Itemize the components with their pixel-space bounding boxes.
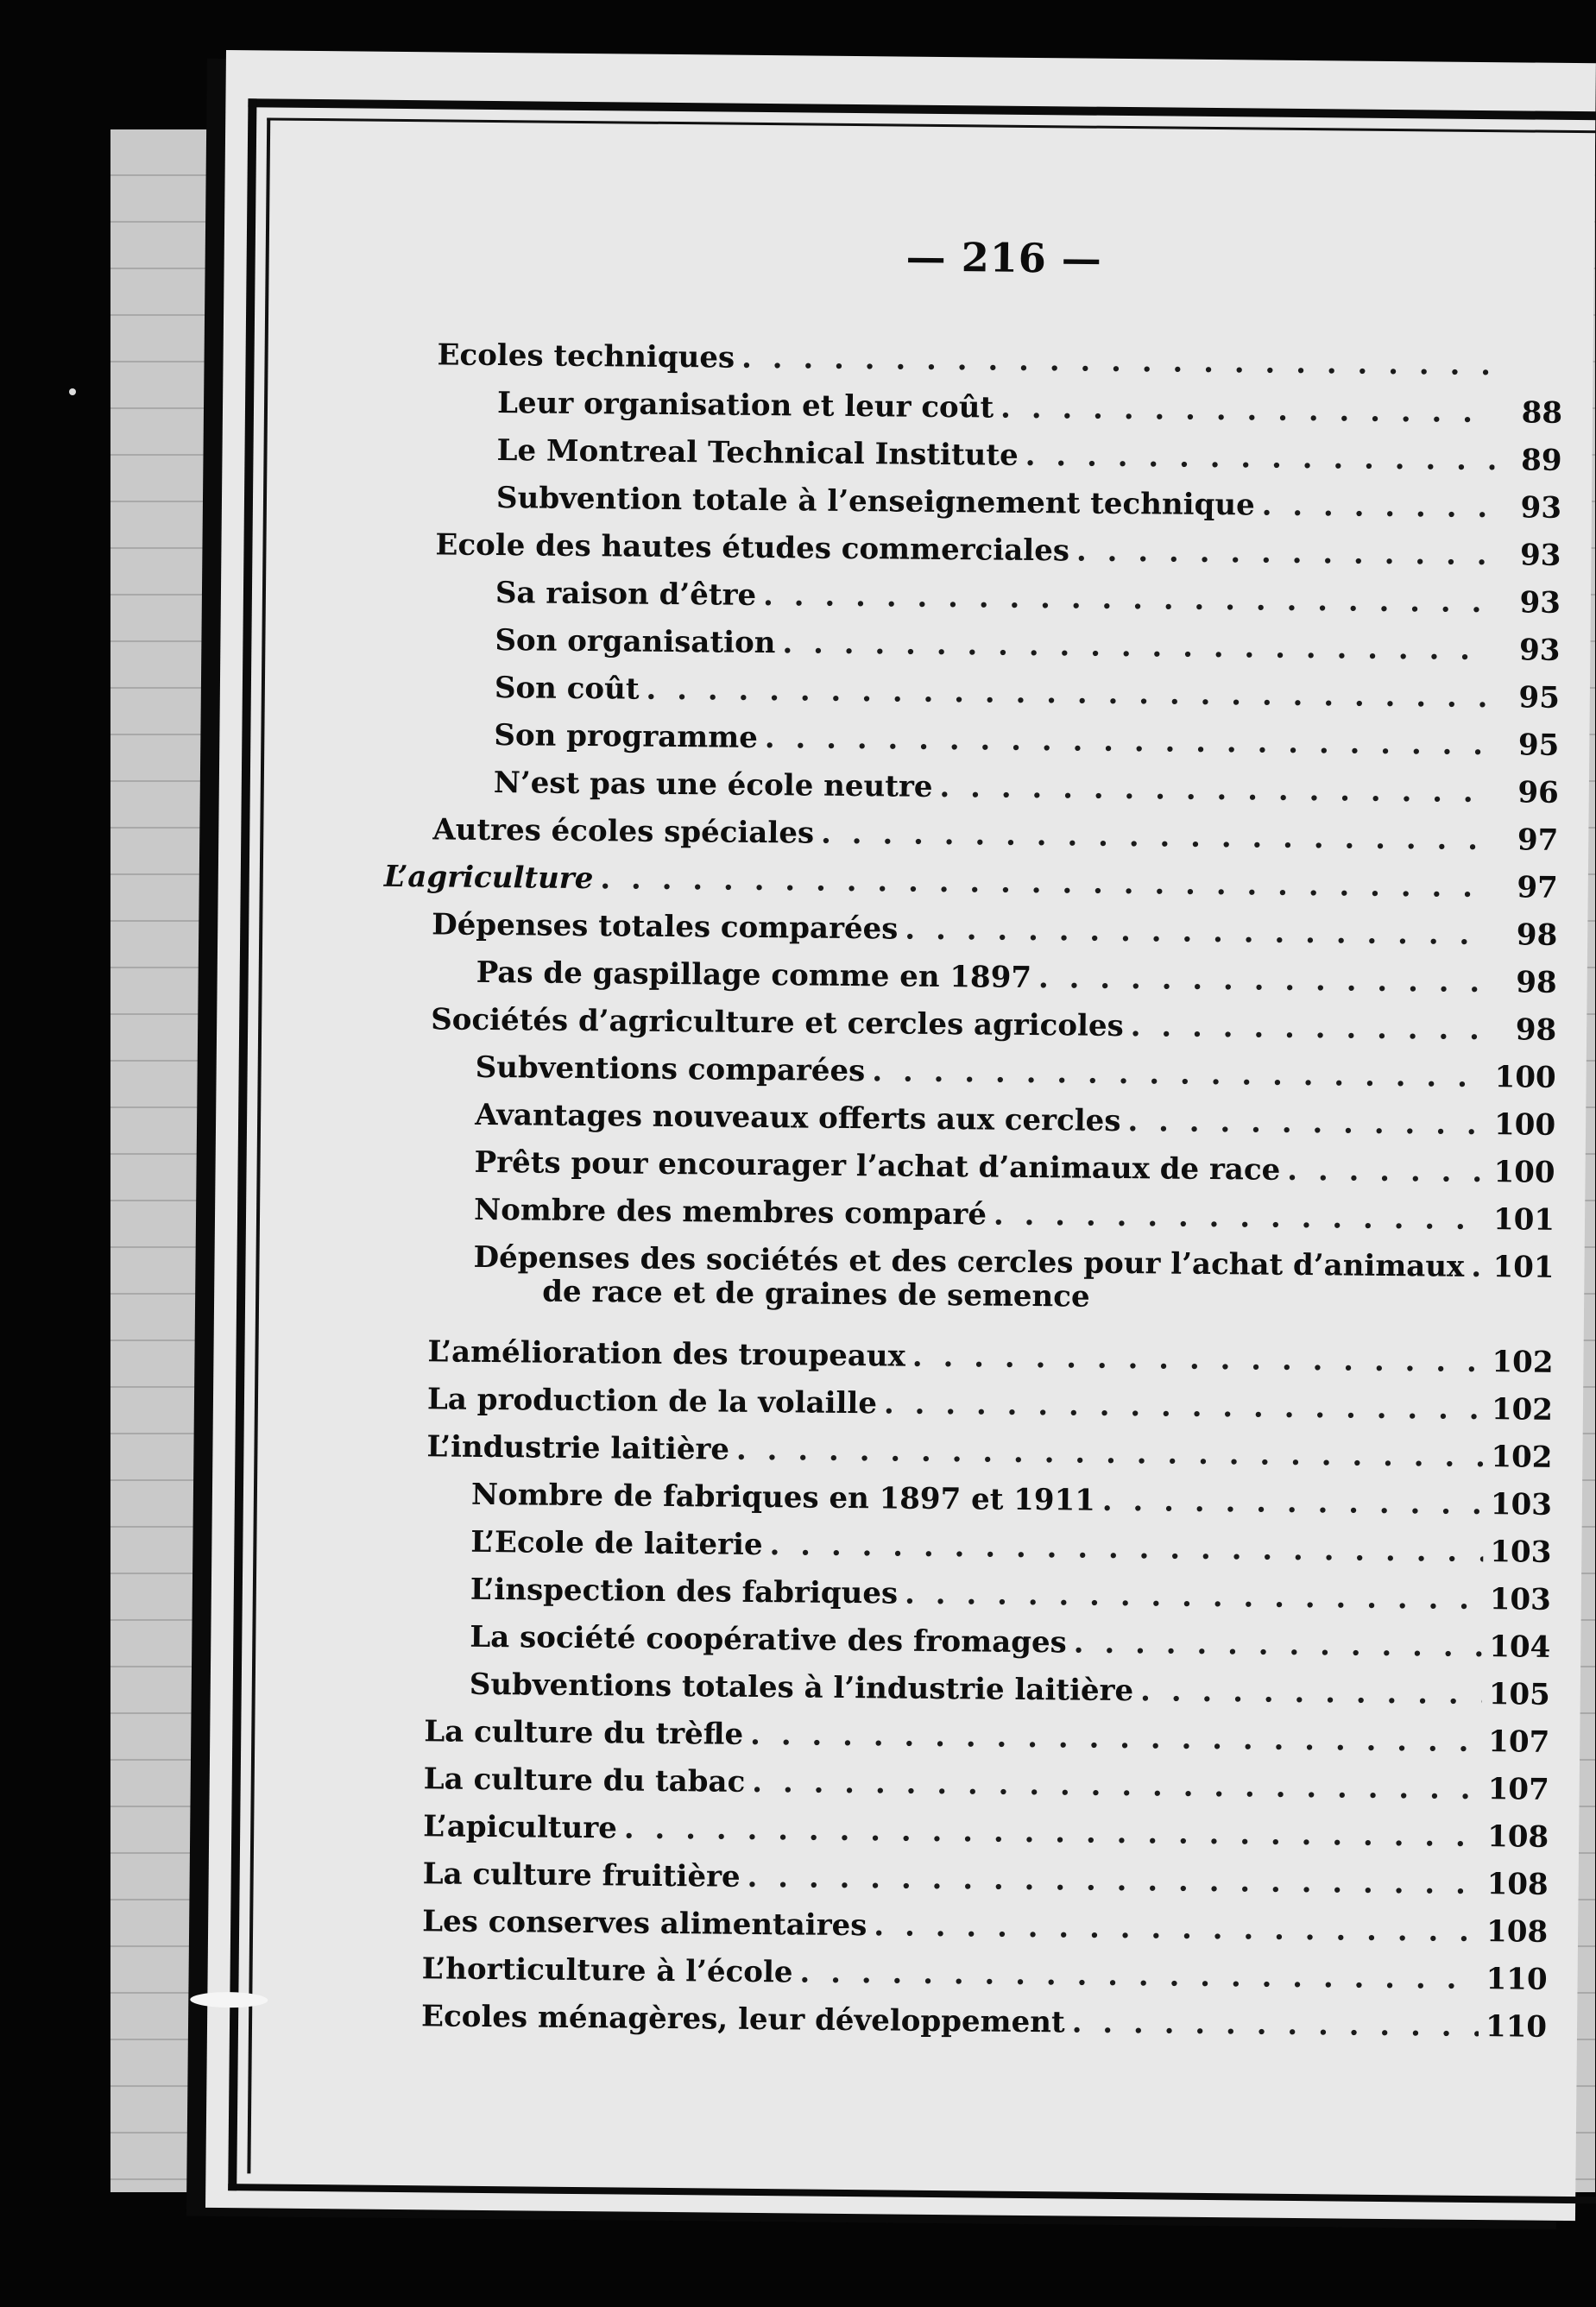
toc-entry-title: Ecoles ménagères, leur développement — [420, 1999, 1065, 2040]
toc-entry-title: La culture du tabac — [423, 1762, 746, 1800]
toc-entry-page: 110 — [1485, 2009, 1548, 2045]
toc-entry-page: 89 — [1520, 443, 1562, 478]
toc-entry — [470, 1609, 1551, 1665]
toc-entry-page: 97 — [1517, 823, 1559, 858]
toc-entry-page: 108 — [1486, 1914, 1549, 1950]
toc-entry — [474, 1134, 1555, 1188]
dot-leader — [1140, 1676, 1482, 1709]
dot-leader — [1038, 963, 1490, 997]
toc-entry-title: Sa raison d’être — [495, 576, 757, 613]
toc-entry-title: L’horticulture à l’école — [421, 1951, 793, 1990]
dot-leader — [769, 1530, 1483, 1566]
toc-entry-title: Subventions totales à l’industrie laitière — [469, 1667, 1134, 1709]
dot-leader — [1025, 441, 1495, 475]
toc-entry-title: Sociétés d’agriculture et cercles agricoles — [431, 1002, 1124, 1044]
toc-entry-page: 100 — [1493, 1155, 1555, 1190]
table-of-contents — [205, 50, 1596, 2221]
dot-leader — [1287, 1156, 1487, 1187]
dot-leader — [821, 819, 1492, 854]
dot-leader — [763, 581, 1493, 617]
toc-entry-title: Avantages nouveaux offerts aux cercles — [474, 1097, 1121, 1139]
toc-entry-title: L’amélioration des troupeaux — [427, 1334, 906, 1374]
toc-entry-title: La culture fruitière — [422, 1856, 741, 1894]
toc-entry — [471, 1466, 1552, 1520]
dot-leader — [905, 915, 1490, 950]
dot-leader — [782, 628, 1492, 665]
toc-entry-title: La production de la volaille — [426, 1382, 878, 1421]
toc-entry-page: 98 — [1515, 1012, 1557, 1048]
toc-entry-page: 98 — [1516, 917, 1558, 953]
toc-entry — [423, 1845, 1549, 1900]
toc-entry-title: Subventions comparées — [475, 1049, 866, 1089]
toc-entry-continuation: de race et de graines de semence — [542, 1274, 1090, 1314]
toc-entry — [426, 1418, 1553, 1475]
dot-leader — [872, 1056, 1488, 1092]
toc-entry — [422, 1893, 1549, 1950]
toc-entry-page: 93 — [1519, 585, 1561, 621]
dot-leader — [752, 1768, 1481, 1804]
page-number: — 216 — — [905, 233, 1103, 282]
toc-entry-title: Subvention totale à l’enseignement technique — [495, 481, 1255, 523]
toc-entry-title: Pas de gaspillage comme en 1897 — [476, 955, 1032, 996]
dot-leader — [994, 1201, 1486, 1234]
toc-entry-page: 107 — [1488, 1724, 1550, 1760]
toc-entry-page: 100 — [1494, 1060, 1556, 1095]
toc-entry-page: 102 — [1491, 1440, 1553, 1475]
dot-leader — [624, 1814, 1481, 1852]
toc-entry — [470, 1514, 1552, 1570]
toc-entry-page: 93 — [1518, 633, 1561, 668]
toc-entry-title: Nombre de fabriques en 1897 et 1911 — [470, 1477, 1096, 1518]
dot-leader — [905, 1579, 1483, 1614]
toc-entry — [420, 1988, 1548, 2045]
toc-entry-title: La culture du trèfle — [424, 1714, 744, 1752]
toc-entry — [474, 1087, 1556, 1143]
scan-speck — [69, 388, 76, 395]
toc-entry-page: 97 — [1517, 870, 1558, 905]
toc-entry-title: L’inspection des fabriques — [470, 1572, 899, 1611]
toc-entry-page — [1502, 380, 1562, 381]
dot-leader — [1471, 1252, 1486, 1282]
toc-entry-page: 105 — [1488, 1677, 1550, 1712]
toc-entry-title: L’apiculture — [423, 1809, 618, 1846]
dot-leader — [600, 864, 1491, 902]
toc-section-title: L’agriculture — [383, 859, 594, 897]
dot-leader — [1127, 1106, 1487, 1139]
toc-entry-title: Ecole des hautes études commerciales — [435, 527, 1070, 569]
toc-entry-title: Dépenses totales comparées — [432, 907, 899, 947]
dot-leader — [1131, 1012, 1490, 1044]
dot-leader — [939, 772, 1492, 807]
scanned-page — [205, 50, 1596, 2221]
toc-entry — [470, 1656, 1550, 1710]
dot-leader — [741, 344, 1496, 380]
dot-leader — [765, 723, 1492, 760]
toc-entry-page: 108 — [1487, 1819, 1549, 1855]
dot-leader — [646, 675, 1492, 712]
toc-entry-page: 107 — [1487, 1772, 1549, 1807]
toc-entry-page: 101 — [1492, 1250, 1555, 1285]
toc-entry-page: 88 — [1521, 395, 1563, 431]
toc-entry-page: 103 — [1489, 1582, 1552, 1617]
toc-entry — [435, 516, 1561, 573]
toc-entry-title: Ecoles techniques — [437, 337, 735, 375]
dot-leader — [874, 1911, 1479, 1946]
dot-leader — [1000, 394, 1495, 427]
toc-entry-title: Prêts pour encourager l’achat d’animaux de race — [474, 1144, 1281, 1188]
toc-entry-title: La société coopérative des fromages — [470, 1619, 1067, 1661]
toc-entry-page: 103 — [1490, 1535, 1552, 1570]
dot-leader — [799, 1957, 1479, 1994]
dot-leader — [1262, 491, 1495, 523]
toc-entry-title: Son programme — [494, 718, 759, 755]
toc-entry — [496, 375, 1563, 431]
toc-entry — [437, 326, 1562, 381]
toc-entry — [495, 659, 1560, 713]
toc-entry-page: 96 — [1517, 775, 1559, 810]
toc-entry-title: Nombre des membres comparé — [473, 1192, 987, 1232]
toc-entry-title: Son coût — [494, 671, 640, 707]
toc-entry-title: Autres écoles spéciales — [432, 812, 815, 851]
toc-entry-page: 104 — [1489, 1629, 1551, 1665]
toc-entry-page: 102 — [1492, 1345, 1554, 1380]
dot-leader — [1102, 1486, 1484, 1519]
dot-leader — [1076, 536, 1494, 570]
toc-entry-title: L’industrie laitière — [426, 1429, 730, 1467]
toc-entry — [496, 422, 1561, 476]
toc-entry — [422, 1940, 1548, 1995]
toc-entry — [424, 1703, 1550, 1760]
dot-leader — [747, 1863, 1479, 1899]
toc-entry-title: N’est pas une école neutre — [493, 766, 933, 804]
toc-section-entry — [384, 848, 1558, 903]
toc-entry-page: 102 — [1491, 1392, 1554, 1428]
toc-entry — [432, 896, 1558, 953]
toc-entry — [470, 1561, 1551, 1615]
toc-entry — [473, 1182, 1555, 1238]
dot-leader — [1072, 2008, 1479, 2042]
toc-entry-page: 108 — [1486, 1867, 1549, 1902]
toc-entry-page: 93 — [1520, 490, 1562, 526]
dot-leader — [750, 1720, 1481, 1756]
toc-entry-page: 95 — [1517, 728, 1560, 763]
toc-entry — [495, 564, 1561, 621]
toc-entry-page: 103 — [1490, 1487, 1553, 1522]
toc-entry — [431, 991, 1557, 1048]
toc-entry — [495, 470, 1562, 526]
toc-entry-title: Les conserves alimentaires — [422, 1904, 867, 1944]
toc-entry — [426, 1371, 1554, 1428]
toc-entry — [494, 707, 1560, 763]
toc-entry-title: L’Ecole de laiterie — [470, 1524, 763, 1563]
dot-leader — [736, 1435, 1485, 1472]
toc-entry-page: 101 — [1492, 1202, 1555, 1238]
toc-entry — [495, 612, 1561, 668]
dot-leader — [884, 1389, 1485, 1424]
toc-entry — [423, 1798, 1549, 1855]
toc-entry-title: Dépenses des sociétés et des cercles pour l’achat d’animaux — [473, 1239, 1465, 1284]
toc-entry-title: Son organisation — [495, 623, 776, 661]
toc-entry — [473, 1229, 1554, 1283]
toc-entry-page: 100 — [1493, 1107, 1556, 1143]
dot-leader — [1074, 1629, 1483, 1662]
toc-entry — [494, 754, 1559, 808]
toc-entry-page: 110 — [1486, 1962, 1548, 1997]
toc-entry — [432, 801, 1559, 858]
toc-entry — [427, 1323, 1554, 1380]
toc-entry — [476, 944, 1557, 998]
toc-entry-page: 95 — [1518, 680, 1561, 715]
dot-leader — [912, 1342, 1486, 1377]
toc-entry — [476, 1039, 1556, 1093]
toc-entry-page: 93 — [1519, 538, 1561, 573]
toc-entry — [424, 1750, 1549, 1805]
toc-entry-title: Leur organisation et leur coût — [496, 386, 994, 425]
toc-entry-page: 98 — [1516, 965, 1557, 1000]
toc-entry-title: Le Montreal Technical Institute — [496, 433, 1019, 473]
